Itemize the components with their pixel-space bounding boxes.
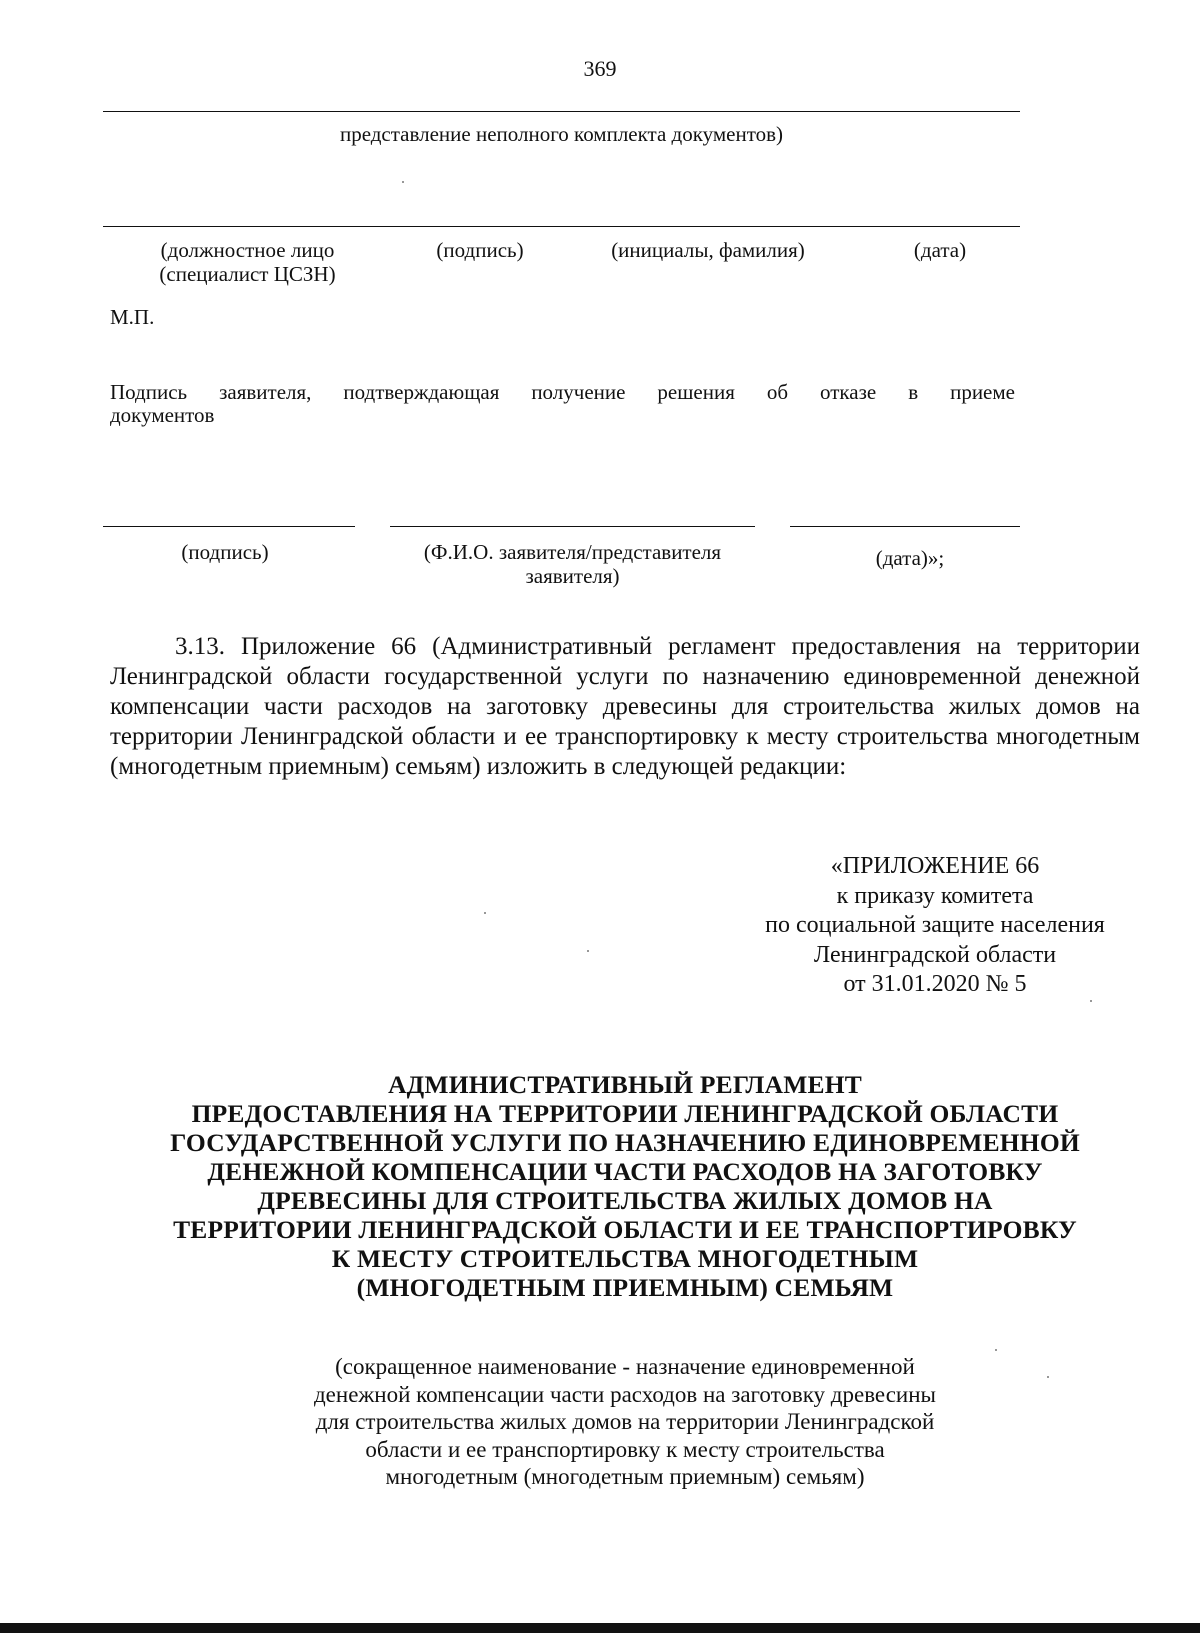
appendix-header: [720, 852, 1150, 1000]
appendix-line-2: к приказу комитета: [836, 882, 1034, 909]
title-line: ГОСУДАРСТВЕННОЙ УСЛУГИ ПО НАЗНАЧЕНИЮ ЕДИНОВРЕМЕННОЙ: [170, 1128, 1080, 1157]
scan-speck: [402, 181, 404, 183]
paragraph-3-13: [110, 632, 1140, 782]
applicant-fio-label: (Ф.И.О. заявителя/представителя заявителя): [423, 540, 722, 588]
regulation-title: [100, 1070, 1150, 1302]
title-line: АДМИНИСТРАТИВНЫЙ РЕГЛАМЕНТ: [388, 1070, 862, 1099]
top-caption: представление неполного комплекта документов): [339, 122, 784, 146]
title-line: ДЕНЕЖНОЙ КОМПЕНСАЦИИ ЧАСТИ РАСХОДОВ НА ЗАГОТОВКУ: [207, 1157, 1043, 1186]
appendix-line-4: Ленинградской области: [813, 941, 1057, 968]
short-name-line: области и ее транспортировку к месту строительства: [365, 1436, 885, 1462]
official-date-label: (дата): [913, 238, 967, 262]
appendix-line-1: «ПРИЛОЖЕНИЕ 66: [830, 853, 1040, 879]
scan-speck: [484, 912, 486, 914]
top-rule: [103, 111, 1020, 112]
official-initials-label: (инициалы, фамилия): [611, 238, 805, 262]
title-line: ТЕРРИТОРИИ ЛЕНИНГРАДСКОЙ ОБЛАСТИ И ЕЕ ТРАНСПОРТИРОВКУ: [173, 1215, 1077, 1244]
applicant-confirmation-line1: Подпись заявителя, подтверждающая получение решения об отказе в приеме: [110, 380, 1015, 404]
applicant-signature-label: (подпись): [181, 540, 269, 564]
title-line: ПРЕДОСТАВЛЕНИЯ НА ТЕРРИТОРИИ ЛЕНИНГРАДСКОЙ ОБЛАСТИ: [191, 1099, 1059, 1128]
applicant-fio-rule: [390, 526, 755, 527]
title-line: ДРЕВЕСИНЫ ДЛЯ СТРОИТЕЛЬСТВА ЖИЛЫХ ДОМОВ НА: [257, 1186, 993, 1215]
scan-bottom-edge: [0, 1623, 1200, 1633]
official-signature-label: (подпись): [436, 238, 524, 262]
applicant-date-rule: [790, 526, 1020, 527]
short-name-line: денежной компенсации части расходов на заготовку древесины: [313, 1381, 936, 1407]
scan-speck: [1047, 1376, 1049, 1378]
scan-speck: [1090, 1000, 1092, 1002]
official-position-label: (должностное лицо (специалист ЦСЗН): [159, 238, 336, 286]
page-number: 369: [583, 56, 617, 81]
scan-speck: [995, 1349, 997, 1351]
applicant-signature-rule: [103, 526, 355, 527]
stamp-place-label: М.П.: [110, 305, 155, 329]
title-line: (МНОГОДЕТНЫМ ПРИЕМНЫМ) СЕМЬЯМ: [356, 1273, 894, 1302]
applicant-confirmation-line2: документов: [110, 403, 215, 427]
short-name-line: многодетным (многодетным приемным) семьям): [385, 1464, 865, 1489]
appendix-line-5: от 31.01.2020 № 5: [843, 971, 1027, 997]
scan-speck: [587, 950, 589, 952]
applicant-date-label: (дата)»;: [875, 546, 945, 570]
short-name-line: для строительства жилых домов на территории Ленинградской: [315, 1409, 935, 1434]
signature-rule-official: [103, 226, 1020, 227]
short-name: [200, 1353, 1050, 1491]
short-name-line: (сокращенное наименование - назначение единовременной: [335, 1354, 915, 1379]
title-line: К МЕСТУ СТРОИТЕЛЬСТВА МНОГОДЕТНЫМ: [331, 1244, 919, 1273]
paragraph-3-13-text: 3.13. Приложение 66 (Административный регламент предоставления на территории Ленинградской области государственной услуги по назначению единовременной денежной компенсации части расходов на заготовку древесины для строительства жилых домов на территории Ленинградской области и ее транспортировку к месту строительства многодетным (многодетным приемным) семьям) изложить в следующей редакции:: [110, 633, 1140, 780]
appendix-line-3: по социальной защите населения: [765, 912, 1105, 938]
